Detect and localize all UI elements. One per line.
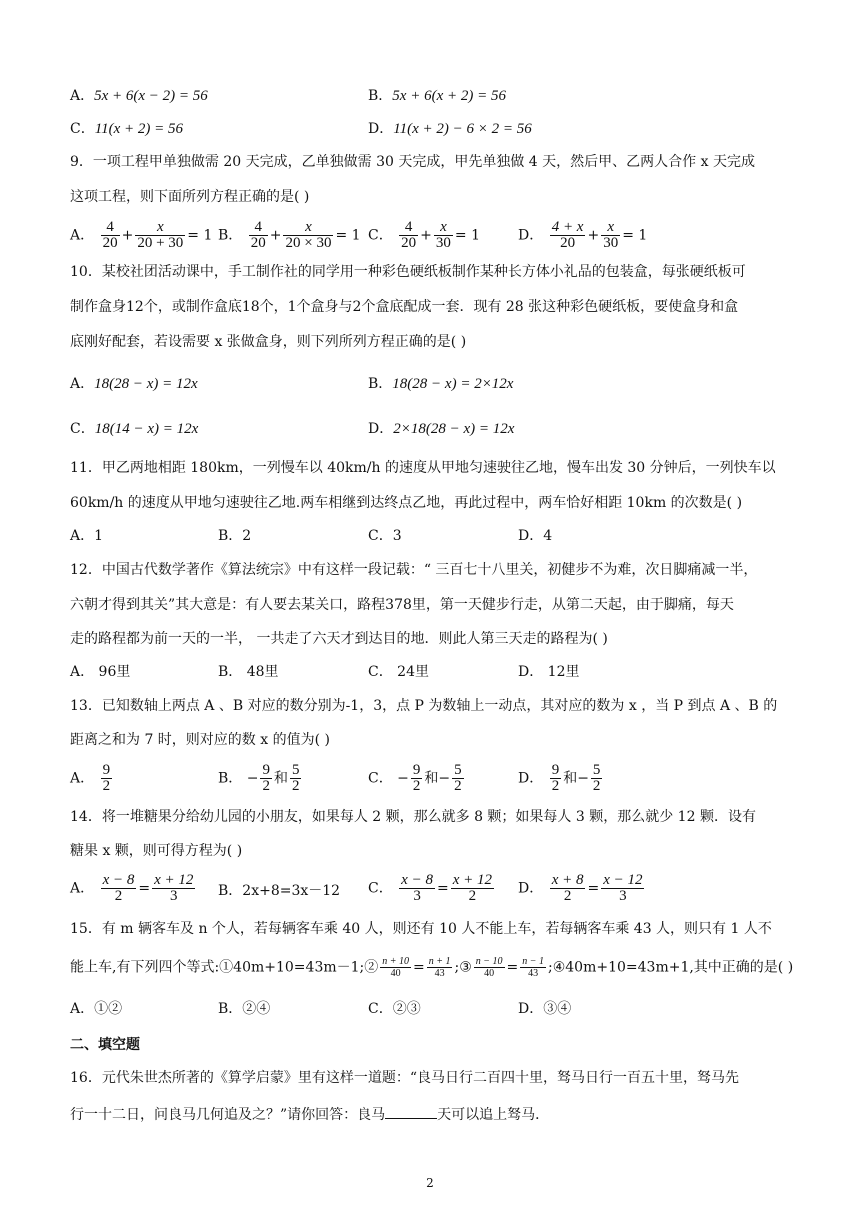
q12-option-b: B． 48里 bbox=[218, 664, 279, 680]
equation: 18(28 − x) = 12x bbox=[94, 376, 198, 392]
q12-option-c: C． 24里 bbox=[368, 664, 429, 680]
option-letter: A． bbox=[70, 227, 95, 244]
fraction: $\frac{9}{2}$ bbox=[102, 762, 111, 794]
fraction: $\frac{x + 12}{3}$ bbox=[154, 872, 194, 904]
q12-stem-line-3: 走的路程都为前一天的一半， 一共走了六天才到达目的地．则此人第三天走的路程为( ) bbox=[70, 631, 608, 647]
option-letter: D． bbox=[368, 421, 394, 437]
q16-stem-line-2: 行一十二日，问良马几何追及之？”请你回答：良马 天可以追上驽马． bbox=[70, 1104, 549, 1124]
q9-stem-line-2: 这项工程，则下面所列方程正确的是( ) bbox=[70, 189, 310, 205]
fraction: $\frac{x + 8}{2}$ bbox=[551, 872, 584, 904]
q11-option-b: B．2 bbox=[218, 528, 252, 544]
fraction: $\frac{5}{2}$ bbox=[291, 762, 300, 794]
q9-option-a: A． $\frac{4}{20}$ + $\frac{x}{20 + 30}$ = 1 bbox=[70, 219, 213, 251]
q10-stem-line-2: 制作盒身12个，或制作盒底18个，1个盒身与2个盒底配成一套．现有 28 张这种彩色硬纸板，要使盒身和盒 bbox=[70, 299, 739, 315]
fraction: $\frac{n + 10}{40}$ bbox=[382, 956, 409, 979]
option-letter: D． bbox=[518, 880, 544, 897]
option-letter: C． bbox=[368, 880, 393, 897]
q8-option-c bbox=[70, 120, 183, 138]
q8-option-a bbox=[70, 87, 208, 105]
fraction: $\frac{x}{30}$ bbox=[435, 219, 451, 251]
option-letter: B． bbox=[368, 376, 393, 392]
fraction: $\frac{9}{2}$ bbox=[262, 762, 270, 794]
q11-option-d: D．4 bbox=[518, 528, 553, 544]
q10-option-b bbox=[368, 375, 513, 393]
answer-blank[interactable] bbox=[385, 1104, 437, 1119]
q15-option-d: D．③④ bbox=[518, 1001, 572, 1017]
fraction: $\frac{n + 1}{43}$ bbox=[428, 956, 451, 979]
q12-option-a: A． 96里 bbox=[70, 664, 131, 680]
option-letter: D． bbox=[368, 121, 394, 137]
q9-option-c: C． $\frac{4}{20}$ + $\frac{x}{30}$ = 1 bbox=[368, 219, 480, 251]
q11-option-c: C．3 bbox=[368, 528, 402, 544]
equation: 11(x + 2) − 6 × 2 = 56 bbox=[393, 121, 532, 137]
fraction: $\frac{4}{20}$ bbox=[250, 219, 266, 251]
fraction: $\frac{x - 8}{3}$ bbox=[401, 872, 433, 904]
option-letter: A． bbox=[70, 770, 95, 787]
q13-option-a bbox=[70, 763, 114, 794]
fraction: $\frac{9}{2}$ bbox=[551, 762, 560, 794]
q10-option-c bbox=[70, 420, 198, 438]
fraction: $\frac{n - 10}{40}$ bbox=[475, 956, 503, 979]
q13-stem-line-1: 13．已知数轴上两点 A 、B 对应的数分别为-1，3，点 P 为数轴上一动点，其对应的数为 x ，当 P 到点 A 、B 的 bbox=[70, 698, 778, 714]
fraction: $\frac{n - 1}{43}$ bbox=[522, 956, 544, 979]
q10-stem-line-3: 底刚好配套，若设需要 x 张做盒身，则下列所列方程正确的是( ) bbox=[70, 334, 467, 350]
fraction: $\frac{x}{20 \times 30}$ bbox=[285, 219, 332, 251]
q12-option-d: D． 12里 bbox=[518, 664, 580, 680]
section-heading: 二、填空题 bbox=[70, 1037, 140, 1053]
option-letter: C． bbox=[70, 421, 95, 437]
option-letter: D． bbox=[518, 227, 544, 244]
q10-stem-line-1: 10．某校社团活动课中，手工制作社的同学用一种彩色硬纸板制作某种长方体小礼品的包装盒，每张硬纸板可 bbox=[70, 264, 746, 280]
fraction: $\frac{5}{2}$ bbox=[454, 762, 462, 794]
q15-stem-line-2: 能上车,有下列四个等式:①40m+10=43m－1;② $\frac{n + 10}{40}$ = $\frac{n + 1}{43}$ ;③ $\frac{n - 10}{40}$ = $\frac{n - 1}{43}$ ;④40m+10=43m+1,其中正确的是( ) bbox=[70, 956, 794, 979]
fraction: $\frac{x}{20 + 30}$ bbox=[137, 219, 184, 251]
equation: 18(14 − x) = 12x bbox=[94, 421, 199, 437]
option-letter: C． bbox=[368, 227, 393, 244]
q11-option-a: A．1 bbox=[70, 528, 104, 544]
fraction: $\frac{4 + x}{20}$ bbox=[551, 219, 584, 251]
equation: 11(x + 2) = 56 bbox=[94, 121, 183, 137]
q15-option-c: C．②③ bbox=[368, 1001, 421, 1017]
q11-stem-line-2: 60km/h 的速度从甲地匀速驶往乙地.两车相继到达终点乙地，再此过程中，两车恰好相距 10km 的次数是( ) bbox=[70, 495, 743, 511]
fraction: $\frac{4}{20}$ bbox=[102, 219, 118, 251]
q12-stem-line-1: 12．中国古代数学著作《算法统宗》中有这样一段记载：“ 三百七十八里关，初健步不为难，次日脚痛减一半， bbox=[70, 562, 758, 578]
equation: 5x + 6(x − 2) = 56 bbox=[94, 88, 208, 104]
fraction: $\frac{4}{20}$ bbox=[401, 219, 417, 251]
q9-option-b: B． $\frac{4}{20}$ + $\frac{x}{20 \times 30}$ = 1 bbox=[218, 219, 361, 251]
q11-stem-line-1: 11．甲乙两地相距 180km，一列慢车以 40km/h 的速度从甲地匀速驶往乙地，慢车出发 30 分钟后，一列快车以 bbox=[70, 460, 776, 476]
option-letter: A． bbox=[70, 376, 95, 392]
q14-option-a: A． $\frac{x - 8}{2}$ = $\frac{x + 12}{3}$ bbox=[70, 872, 194, 904]
q10-option-a bbox=[70, 375, 198, 393]
q13-option-d: D． $\frac{9}{2}$ 和− $\frac{5}{2}$ bbox=[518, 762, 601, 794]
option-letter: A． bbox=[70, 880, 95, 897]
q15-stem-line-1: 15．有 m 辆客车及 n 个人，若每辆客车乘 40 人，则还有 10 人不能上车，若每辆客车乘 43 人，则只有 1 人不 bbox=[70, 921, 772, 937]
q15-option-a: A．①② bbox=[70, 1001, 123, 1017]
equation: 5x + 6(x + 2) = 56 bbox=[392, 88, 506, 104]
fraction: $\frac{9}{2}$ bbox=[412, 762, 421, 794]
option-letter: A． bbox=[70, 88, 95, 104]
fraction: $\frac{5}{2}$ bbox=[592, 762, 601, 794]
q14-stem-line-2: 糖果 x 颗，则可得方程为( ) bbox=[70, 843, 243, 859]
page-number: 2 bbox=[426, 1176, 434, 1190]
option-letter: B． bbox=[218, 227, 243, 244]
option-letter: C． bbox=[70, 121, 95, 137]
fraction: $\frac{x + 12}{2}$ bbox=[452, 872, 492, 904]
q14-option-c: C． $\frac{x - 8}{3}$ = $\frac{x + 12}{2}$ bbox=[368, 872, 492, 904]
q9-stem-line-1: 9．一项工程甲单独做需 20 天完成，乙单独做需 30 天完成，甲先单独做 4 天，然后甲、乙两人合作 x 天完成 bbox=[70, 154, 755, 170]
q13-stem-line-2: 距离之和为 7 时，则对应的数 x 的值为( ) bbox=[70, 732, 330, 748]
q9-option-d: D． $\frac{4 + x}{20}$ + $\frac{x}{30}$ = 1 bbox=[518, 219, 648, 251]
fraction: $\frac{x - 12}{3}$ bbox=[603, 872, 643, 904]
option-letter: D． bbox=[518, 770, 544, 787]
q14-option-b: B．2x+8=3x－12 bbox=[218, 883, 341, 899]
q14-stem-line-1: 14．将一堆糖果分给幼儿园的小朋友，如果每人 2 颗，那么就多 8 颗；如果每人 3 颗，那么就少 12 颗．设有 bbox=[70, 809, 756, 825]
q13-option-c: C． − $\frac{9}{2}$ 和− $\frac{5}{2}$ bbox=[368, 762, 462, 794]
q8-option-d bbox=[368, 120, 532, 138]
fraction: $\frac{x - 8}{2}$ bbox=[102, 872, 135, 904]
q15-option-b: B．②④ bbox=[218, 1001, 271, 1017]
equation: 18(28 − x) = 2×12x bbox=[392, 376, 514, 392]
option-letter: B． bbox=[218, 770, 243, 787]
q10-option-d bbox=[368, 420, 514, 438]
q16-stem-line-1: 16．元代朱世杰所著的《算学启蒙》里有这样一道题：“良马日行二百四十里，驽马日行一百五十里，驽马先 bbox=[70, 1070, 739, 1086]
fraction: $\frac{x}{30}$ bbox=[603, 219, 619, 251]
option-letter: B． bbox=[368, 88, 393, 104]
q13-option-b: B． − $\frac{9}{2}$ 和 $\frac{5}{2}$ bbox=[218, 762, 300, 794]
equation: 2×18(28 − x) = 12x bbox=[393, 421, 515, 437]
q8-option-b bbox=[368, 87, 506, 105]
option-letter: C． bbox=[368, 770, 393, 787]
q12-stem-line-2: 六朝才得到其关”其大意是：有人要去某关口，路程378里，第一天健步行走，从第二天起，由于脚痛，每天 bbox=[70, 597, 734, 613]
q14-option-d: D． $\frac{x + 8}{2}$ = $\frac{x - 12}{3}$ bbox=[518, 872, 643, 904]
